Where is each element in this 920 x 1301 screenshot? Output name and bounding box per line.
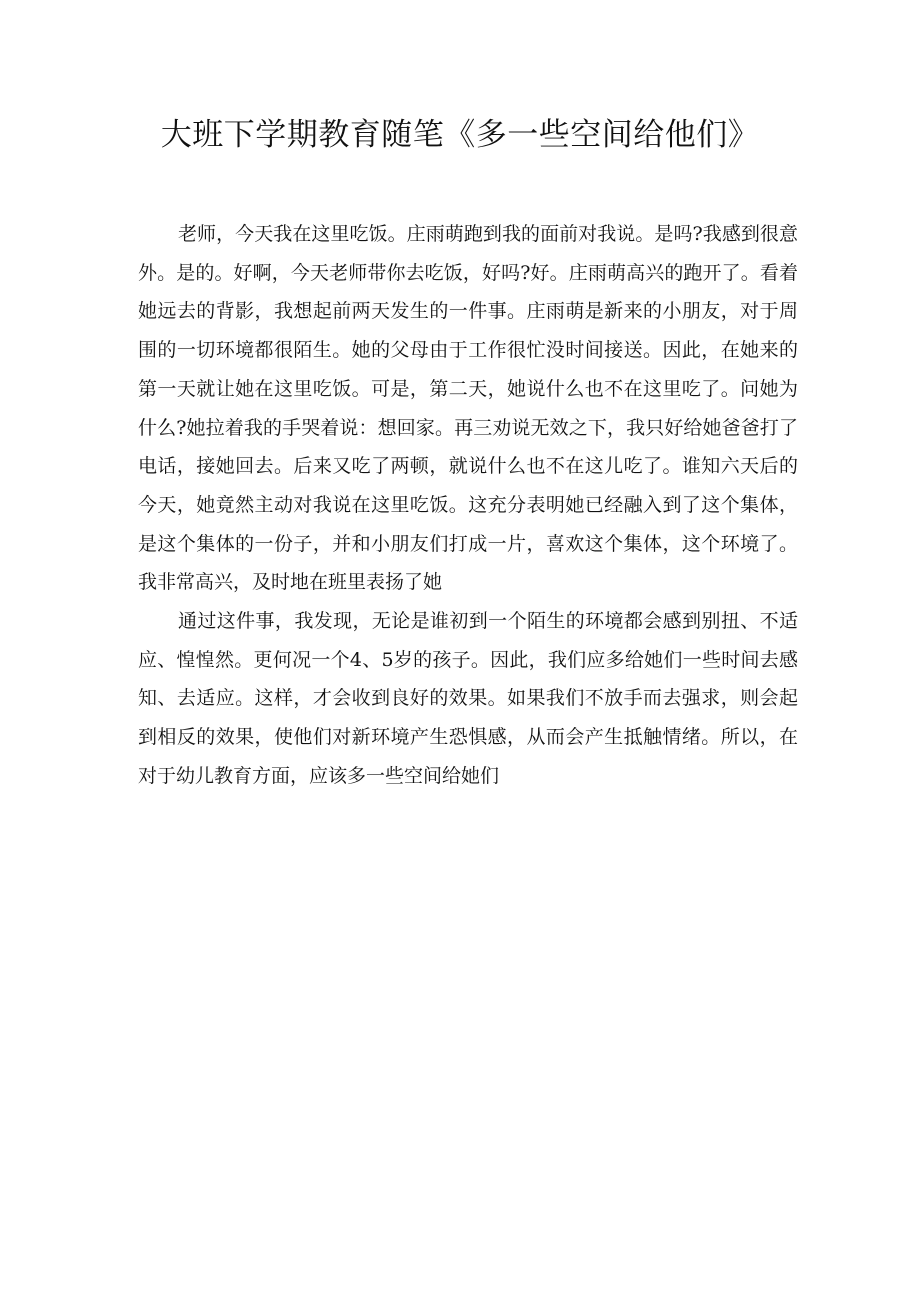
document-body <box>138 215 798 796</box>
document-title: 大班下学期教育随笔《多一些空间给他们》 <box>160 117 760 153</box>
paragraph-2: 通过这件事，我发现，无论是谁初到一个陌生的环境都会感到别扭、不适应、惶惶然。更何况一个4、5岁的孩子。因此，我们应多给她们一些时间去感知、去适应。这样，才会收到良好的效果。如果我们不放手而去强求，则会起到相反的效果，使他们对新环境产生恐惧感，从而会产生抵触情绪。所以，在对于幼儿教育方面，应该多一些空间给她们 <box>138 610 798 787</box>
paragraph-1: 老师，今天我在这里吃饭。庄雨萌跑到我的面前对我说。是吗?我感到很意外。是的。好啊，今天老师带你去吃饭，好吗?好。庄雨萌高兴的跑开了。看着她远去的背影，我想起前两天发生的一件事。庄雨萌是新来的小朋友，对于周围的一切环境都很陌生。她的父母由于工作很忙没时间接送。因此，在她来的第一天就让她在这里吃饭。可是，第二天，她说什么也不在这里吃了。问她为什么?她拉着我的手哭着说：想回家。再三劝说无效之下，我只好给她爸爸打了电话，接她回去。后来又吃了两顿，就说什么也不在这儿吃了。谁知六天后的今天，她竟然主动对我说在这里吃饭。这充分表明她已经融入到了这个集体，是这个集体的一份子，并和小朋友们打成一片，喜欢这个集体，这个环境了。我非常高兴，及时地在班里表扬了她 <box>138 223 798 594</box>
